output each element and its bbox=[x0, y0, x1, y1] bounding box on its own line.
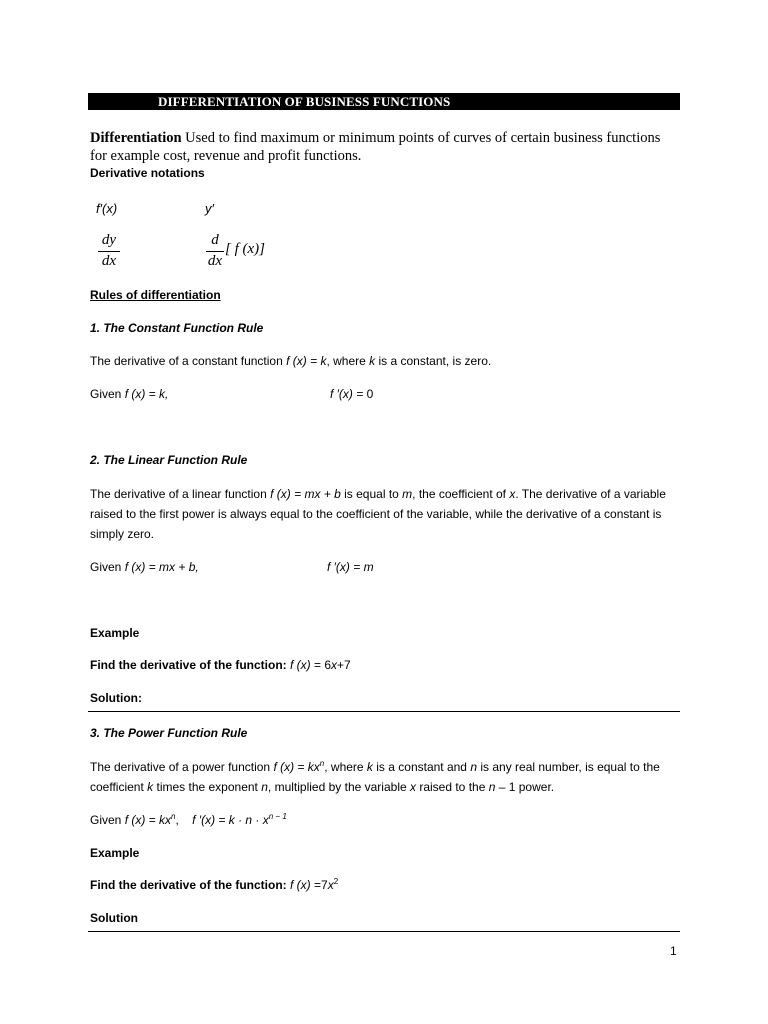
dy-numerator: dy bbox=[101, 232, 117, 248]
rule1-text: The derivative of a constant function f (x) = k, where k is a constant, is zero. bbox=[90, 354, 492, 368]
example2-solution: Solution bbox=[90, 911, 138, 925]
dx-denominator: dx bbox=[101, 253, 117, 269]
divider bbox=[88, 931, 680, 932]
rule1-given: Given f (x) = k, bbox=[90, 387, 169, 401]
rules-heading bbox=[90, 288, 221, 302]
dx-denominator: dx bbox=[207, 253, 223, 269]
title-bar bbox=[88, 93, 680, 110]
rule2-text: The derivative of a linear function f (x) = mx + b is equal to m, the coefficient of x. The derivative of a variable raised to the first power is always equal to the coefficient of the variable, while the derivative of a constant is simply zero. bbox=[90, 487, 666, 541]
page-title: DIFFERENTIATION OF BUSINESS FUNCTIONS bbox=[158, 94, 451, 109]
example1-text: Find the derivative of the function: f (x) = 6x+7 bbox=[90, 658, 351, 672]
intro-text: Used to find maximum or minimum points of curves of certain business functions for example cost, revenue and profit functions. bbox=[90, 130, 661, 164]
example1-heading: Example bbox=[90, 626, 140, 640]
fraction-bar bbox=[98, 251, 120, 252]
intro-paragraph bbox=[90, 129, 680, 165]
notation-d-dx bbox=[206, 232, 224, 270]
rule2-heading: 2. The Linear Function Rule bbox=[90, 453, 248, 467]
rule2-result: f ′(x) = m bbox=[327, 560, 374, 574]
rule1-heading: 1. The Constant Function Rule bbox=[90, 321, 264, 335]
example2-heading: Example bbox=[90, 846, 140, 860]
notation-dy-dx bbox=[98, 232, 120, 270]
rule3-heading: 3. The Power Function Rule bbox=[90, 726, 248, 740]
notation-yprime: y′ bbox=[205, 201, 214, 216]
intro-term: Differentiation bbox=[90, 130, 182, 146]
rule3-text: The derivative of a power function f $(x) = kx^n$, where k is a constant and n is any real number, is equal to the coefficient k times the exponent n, multiplied by the variable x raised to the n – 1 power. bbox=[90, 759, 660, 794]
divider bbox=[88, 711, 680, 712]
notation-fprime: f′(x) bbox=[96, 201, 118, 216]
example2-text: Find the derivative of the function: f $(x) =7x^2$ bbox=[90, 877, 339, 892]
d-numerator: d bbox=[211, 232, 219, 248]
rules-heading-text: Rules of differentiation bbox=[90, 288, 221, 302]
notations-heading: Derivative notations bbox=[90, 166, 205, 180]
page-number: 1 bbox=[670, 944, 677, 958]
example1-solution: Solution: bbox=[90, 691, 142, 705]
rule3-given: Given f $(x) = kx^n$, f $'(x) = k \cdot n \cdot x^{n - 1}$ bbox=[90, 812, 287, 827]
notation-bracket-fx: [ f (x)] bbox=[225, 241, 265, 257]
rule1-result: f ′(x) = 0 bbox=[330, 387, 374, 401]
rule2-given: Given f (x) = mx + b, bbox=[90, 560, 199, 574]
fraction-bar bbox=[206, 251, 224, 252]
